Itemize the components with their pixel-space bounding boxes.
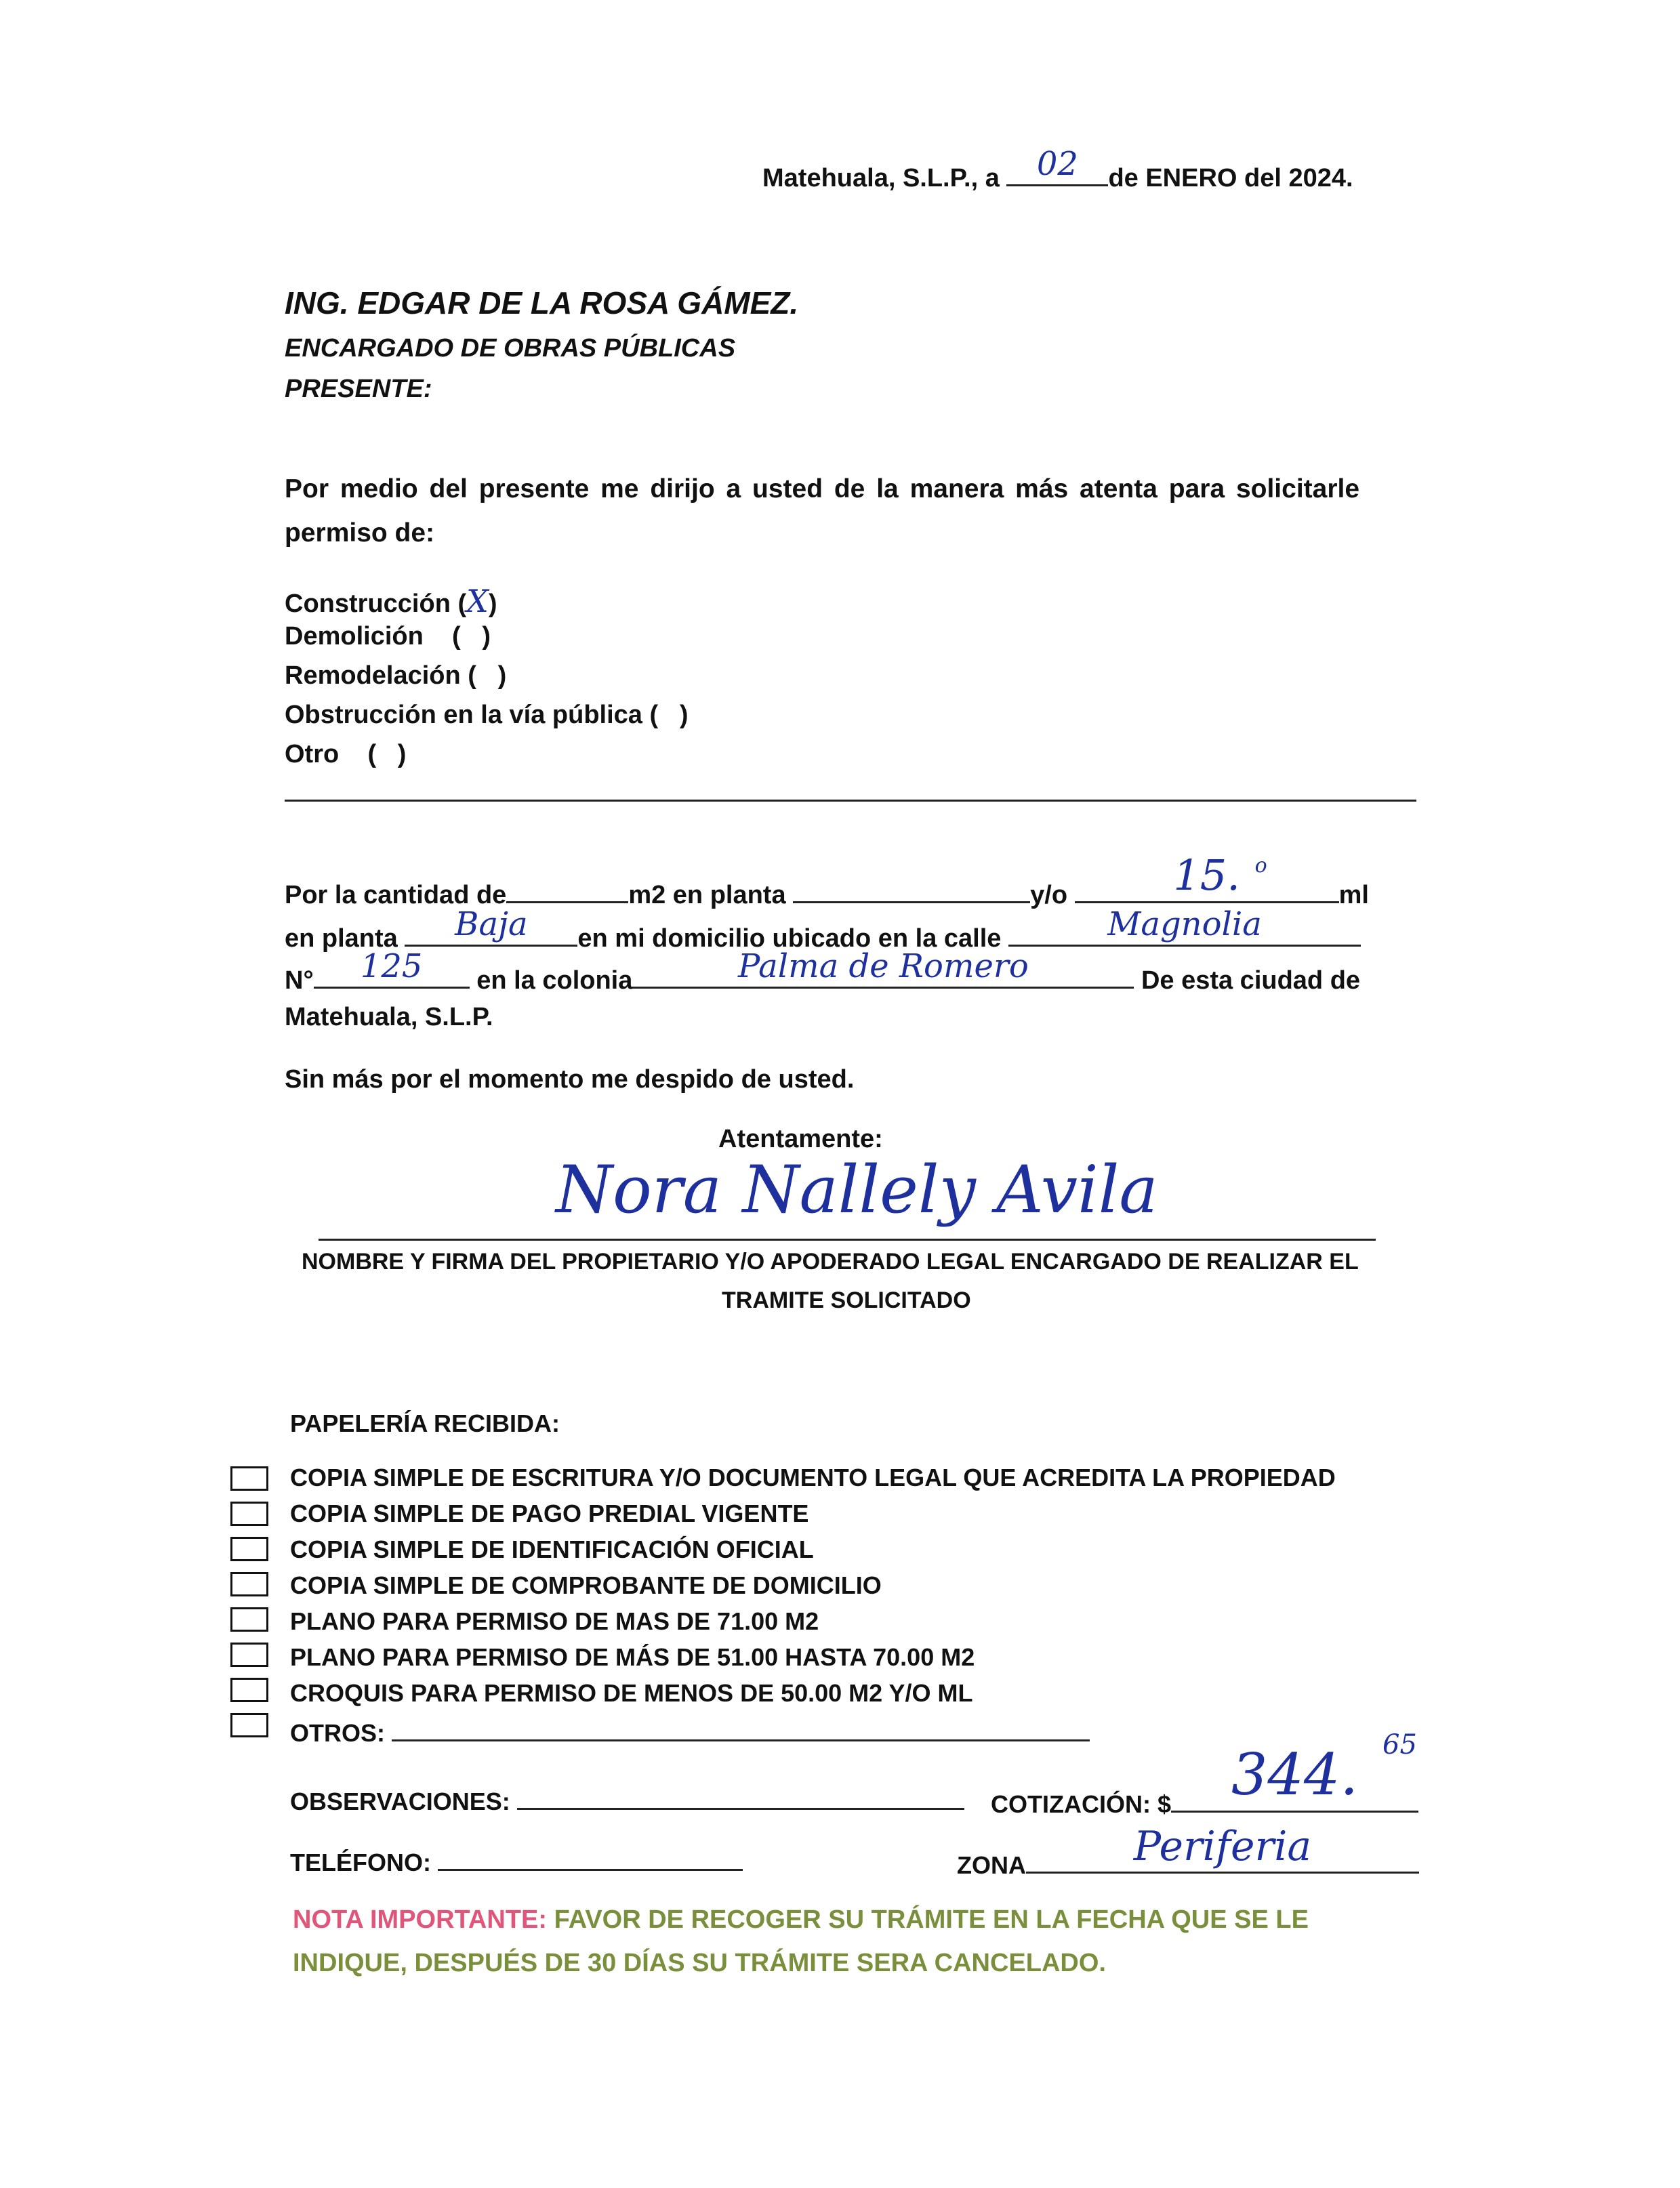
permit-demolicion[interactable]: Demolición ( ) xyxy=(285,622,491,651)
place-label: Matehuala, S.L.P., a xyxy=(762,164,1000,192)
checkbox-otros[interactable] xyxy=(230,1713,268,1737)
telefono-field[interactable] xyxy=(438,1844,743,1871)
otro-line xyxy=(285,800,1416,802)
day-field xyxy=(1006,145,1108,186)
intro-line-1: Por medio del presente me dirijo a usted de la manera más atenta para solicitarle xyxy=(285,474,1360,503)
zona-value: Periferia xyxy=(1133,1823,1312,1870)
item-croquis: CROQUIS PARA PERMISO DE MENOS DE 50.00 M2 Y/O ML xyxy=(290,1679,973,1707)
checkbox-croquis[interactable] xyxy=(230,1678,268,1702)
permit-obstruccion[interactable]: Obstrucción en la vía pública ( ) xyxy=(285,701,689,729)
observaciones-row: OBSERVACIONES: xyxy=(290,1783,964,1816)
cotizacion-row: COTIZACIÓN: $ 344. 65 xyxy=(991,1783,1418,1819)
cantidad-field[interactable] xyxy=(506,874,628,903)
checkbox-domicilio[interactable] xyxy=(230,1572,268,1596)
cotizacion-value: 344. xyxy=(1231,1741,1359,1808)
nota-line-1 xyxy=(293,1905,1309,1935)
checkbox-escritura[interactable] xyxy=(230,1466,268,1491)
construccion-mark: X xyxy=(466,583,489,619)
checkbox-plano-71[interactable] xyxy=(230,1607,268,1632)
permit-otro[interactable]: Otro ( ) xyxy=(285,740,407,768)
item-plano-51: PLANO PARA PERMISO DE MÁS DE 51.00 HASTA 70.00 M2 xyxy=(290,1643,975,1671)
cotizacion-cents: 65 xyxy=(1382,1729,1417,1760)
nota-text-1: FAVOR DE RECOGER SU TRÁMITE EN LA FECHA QUE SE LE xyxy=(554,1905,1309,1934)
ml-value: 15. xyxy=(1173,850,1240,900)
observaciones-field[interactable] xyxy=(517,1783,964,1810)
item-identificacion: COPIA SIMPLE DE IDENTIFICACIÓN OFICIAL xyxy=(290,1535,814,1563)
intro-line-2: permiso de: xyxy=(285,518,435,548)
item-domicilio: COPIA SIMPLE DE COMPROBANTE DE DOMICILIO xyxy=(290,1571,882,1599)
numero-field[interactable]: 125 xyxy=(314,959,470,989)
nota-text-2: INDIQUE, DESPUÉS DE 30 DÍAS SU TRÁMITE SERA CANCELADO. xyxy=(293,1949,1106,1977)
item-plano-71: PLANO PARA PERMISO DE MAS DE 71.00 M2 xyxy=(290,1607,819,1635)
date-line xyxy=(762,145,1353,193)
item-escritura: COPIA SIMPLE DE ESCRITURA Y/O DOCUMENTO LEGAL QUE ACREDITA LA PROPIEDAD xyxy=(290,1464,1336,1491)
cantidad-line: Por la cantidad de m2 en planta y/o 15. o ml xyxy=(285,850,1369,909)
addressee-name: ING. EDGAR DE LA ROSA GÁMEZ. xyxy=(285,285,799,321)
firma-caption-1: NOMBRE Y FIRMA DEL PROPIETARIO Y/O APODERADO LEGAL ENCARGADO DE REALIZAR EL xyxy=(302,1249,1359,1275)
firma-caption-2: TRAMITE SOLICITADO xyxy=(722,1287,971,1313)
calle-field[interactable]: Magnolia xyxy=(1008,917,1361,947)
nota-label: NOTA IMPORTANTE: xyxy=(293,1905,548,1934)
ciudad-line-2: Matehuala, S.L.P. xyxy=(285,1003,493,1031)
presente-label: PRESENTE: xyxy=(285,375,432,403)
m2-field[interactable] xyxy=(793,874,1030,903)
atentamente: Atentamente: xyxy=(718,1125,883,1153)
papeleria-title: PAPELERÍA RECIBIDA: xyxy=(290,1409,560,1437)
numero-line: N° 125 en la colonia Palma de Romero De esta ciudad de xyxy=(285,947,1361,995)
despedida: Sin más por el momento me despido de usted. xyxy=(285,1065,855,1094)
addressee-role: ENCARGADO DE OBRAS PÚBLICAS xyxy=(285,334,736,363)
permit-construccion[interactable]: Construcción (X) xyxy=(285,583,497,619)
ml-field[interactable]: 15. o xyxy=(1075,874,1339,903)
signature: Nora Nallely Avila xyxy=(556,1152,1158,1228)
permit-remodelacion[interactable]: Remodelación ( ) xyxy=(285,661,507,690)
telefono-row: TELÉFONO: xyxy=(290,1844,743,1877)
month-year: de ENERO del 2024. xyxy=(1108,164,1353,192)
signature-line xyxy=(319,1239,1376,1241)
planta-line: en planta Baja en mi domicilio ubicado en la calle Magnolia xyxy=(285,917,1361,953)
checkbox-predial[interactable] xyxy=(230,1502,268,1526)
day-value: 02 xyxy=(1036,145,1078,183)
item-predial: COPIA SIMPLE DE PAGO PREDIAL VIGENTE xyxy=(290,1500,809,1527)
planta-field[interactable]: Baja xyxy=(405,917,577,947)
checkbox-identificacion[interactable] xyxy=(230,1537,268,1561)
item-otros: OTROS: xyxy=(290,1715,1090,1748)
colonia-field[interactable]: Palma de Romero xyxy=(632,959,1134,989)
zona-row: ZONA Periferia xyxy=(957,1844,1419,1880)
otros-field[interactable] xyxy=(392,1715,1090,1741)
checkbox-plano-51[interactable] xyxy=(230,1643,268,1667)
